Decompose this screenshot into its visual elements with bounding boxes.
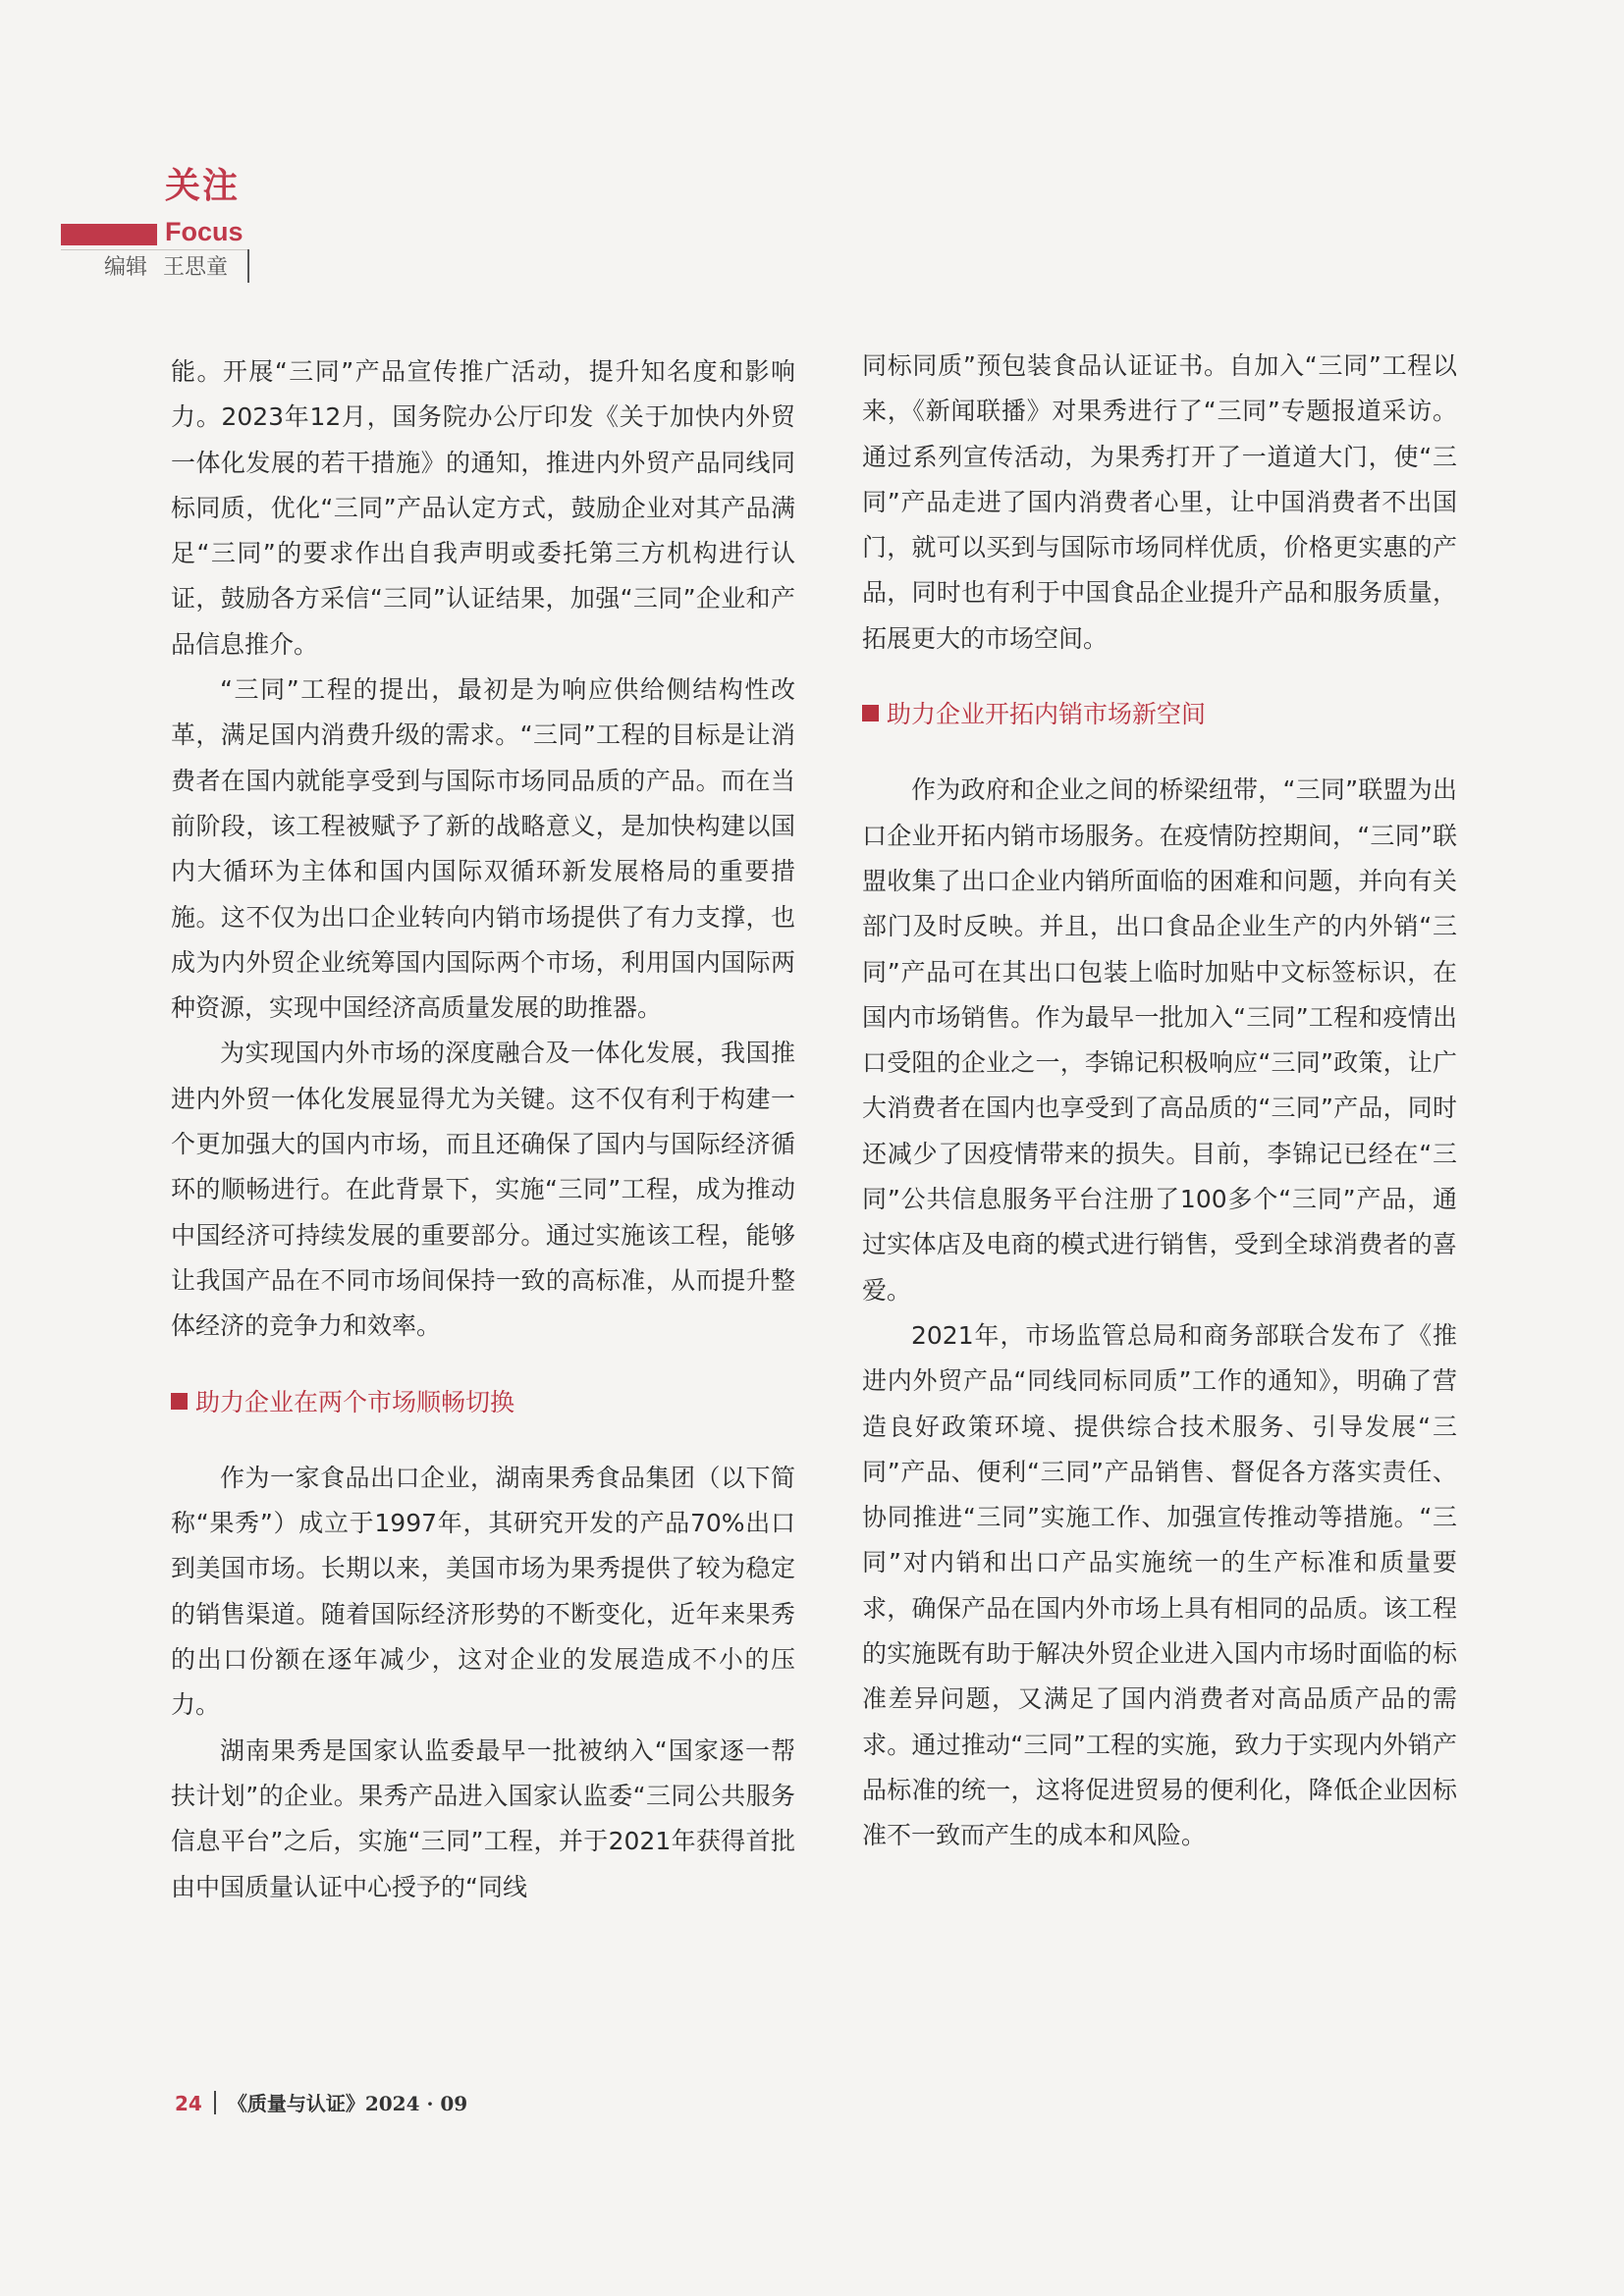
left-paragraph-5: 湖南果秀是国家认监委最早一批被纳入“国家逐一帮扶计划”的企业。果秀产品进入国家认监委“三同公共服务信息平台”之后，实施“三同”工程，并于2021年获得首批由中国质量认证中心授予的“同线 bbox=[171, 1735, 795, 1901]
section-title-cn: 关注 bbox=[165, 166, 241, 206]
left-paragraph-1: 能。开展“三同”产品宣传推广活动，提升知名度和影响力。2023年12月，国务院办公厅印发《关于加快内外贸一体化发展的若干措施》的通知，推进内外贸产品同线同标同质，优化“三同”产品认定方式，鼓励企业对其产品满足“三同”的要求作出自我声明或委托第三方机构进行认证，鼓励各方采信“三同”认证结果，加强“三同”企业和产品信息推介。 bbox=[171, 357, 795, 659]
heading-square-icon bbox=[171, 1393, 188, 1410]
editor-name: 王思童 bbox=[163, 255, 229, 280]
left-section-heading bbox=[171, 1350, 795, 1456]
right-section-heading bbox=[862, 662, 1457, 768]
editor-credit bbox=[104, 257, 228, 279]
section-title-en: Focus bbox=[165, 217, 244, 246]
right-heading-text: 助力企业开拓内销市场新空间 bbox=[887, 700, 1207, 729]
heading-square-icon bbox=[862, 705, 879, 721]
left-column bbox=[171, 349, 795, 1910]
footer-divider bbox=[214, 2091, 216, 2114]
page-number: 24 bbox=[175, 2092, 202, 2115]
header-divider bbox=[247, 249, 249, 283]
right-paragraph-2: 作为政府和企业之间的桥梁纽带，“三同”联盟为出口企业开拓内销市场服务。在疫情防控期间，“三同”联盟收集了出口企业内销所面临的困难和问题，并向有关部门及时反映。并且，出口食品企业生产的内外销“三同”产品可在其出口包装上临时加贴中文标签标识，在国内市场销售。作为最早一批加入“三同”工程和疫情出口受阻的企业之一，李锦记积极响应“三同”政策，让广大消费者在国内也享受到了高品质的“三同”产品，同时还减少了因疫情带来的损失。目前，李锦记已经在“三同”公共信息服务平台注册了100多个“三同”产品，通过实体店及电商的模式进行销售，受到全球消费者的喜爱。 bbox=[862, 775, 1457, 1305]
section-accent-bar bbox=[61, 224, 157, 245]
page-footer bbox=[175, 2091, 467, 2114]
right-paragraph-3: 2021年，市场监管总局和商务部联合发布了《推进内外贸产品“同线同标同质”工作的通知》，明确了营造良好政策环境、提供综合技术服务、引导发展“三同”产品、便利“三同”产品销售、督促各方落实责任、协同推进“三同”实施工作、加强宣传推动等措施。“三同”对内销和出口产品实施统一的生产标准和质量要求，确保产品在国内外市场上具有相同的品质。该工程的实施既有助于解决外贸企业进入国内市场时面临的标准差异问题，又满足了国内消费者对高品质产品的需求。通过推动“三同”工程的实施，致力于实现内外销产品标准的统一，这将促进贸易的便利化，降低企业因标准不一致而产生的成本和风险。 bbox=[862, 1320, 1457, 1850]
editor-label: 编辑 bbox=[104, 255, 148, 280]
left-heading-text: 助力企业在两个市场顺畅切换 bbox=[195, 1387, 515, 1416]
header-rule bbox=[61, 249, 247, 250]
publication-name: 《质量与认证》2024 · 09 bbox=[227, 2092, 468, 2115]
right-column bbox=[862, 344, 1457, 1859]
right-paragraph-1: 同标同质”预包装食品认证证书。自加入“三同”工程以来，《新闻联播》对果秀进行了“三同”专题报道采访。通过系列宣传活动，为果秀打开了一道道大门，使“三同”产品走进了国内消费者心里，让中国消费者不出国门，就可以买到与国际市场同样优质，价格更实惠的产品，同时也有利于中国食品企业提升产品和服务质量，拓展更大的市场空间。 bbox=[862, 351, 1457, 653]
left-paragraph-2: “三同”工程的提出，最初是为响应供给侧结构性改革，满足国内消费升级的需求。“三同”工程的目标是让消费者在国内就能享受到与国际市场同品质的产品。而在当前阶段，该工程被赋予了新的战略意义，是加快构建以国内大循环为主体和国内国际双循环新发展格局的重要措施。这不仅为出口企业转向内销市场提供了有力支撑，也成为内外贸企业统筹国内国际两个市场，利用国内国际两种资源，实现中国经济高质量发展的助推器。 bbox=[171, 675, 795, 1023]
left-paragraph-3: 为实现国内外市场的深度融合及一体化发展，我国推进内外贸一体化发展显得尤为关键。这不仅有利于构建一个更加强大的国内市场，而且还确保了国内与国际经济循环的顺畅进行。在此背景下，实施“三同”工程，成为推动中国经济可持续发展的重要部分。通过实施该工程，能够让我国产品在不同市场间保持一致的高标准，从而提升整体经济的竞争力和效率。 bbox=[171, 1039, 795, 1341]
left-paragraph-4: 作为一家食品出口企业，湖南果秀食品集团（以下简称“果秀”）成立于1997年，其研究开发的产品70%出口到美国市场。长期以来，美国市场为果秀提供了较为稳定的销售渠道。随着国际经济形势的不断变化，近年来果秀的出口份额在逐年减少，这对企业的发展造成不小的压力。 bbox=[171, 1463, 795, 1720]
